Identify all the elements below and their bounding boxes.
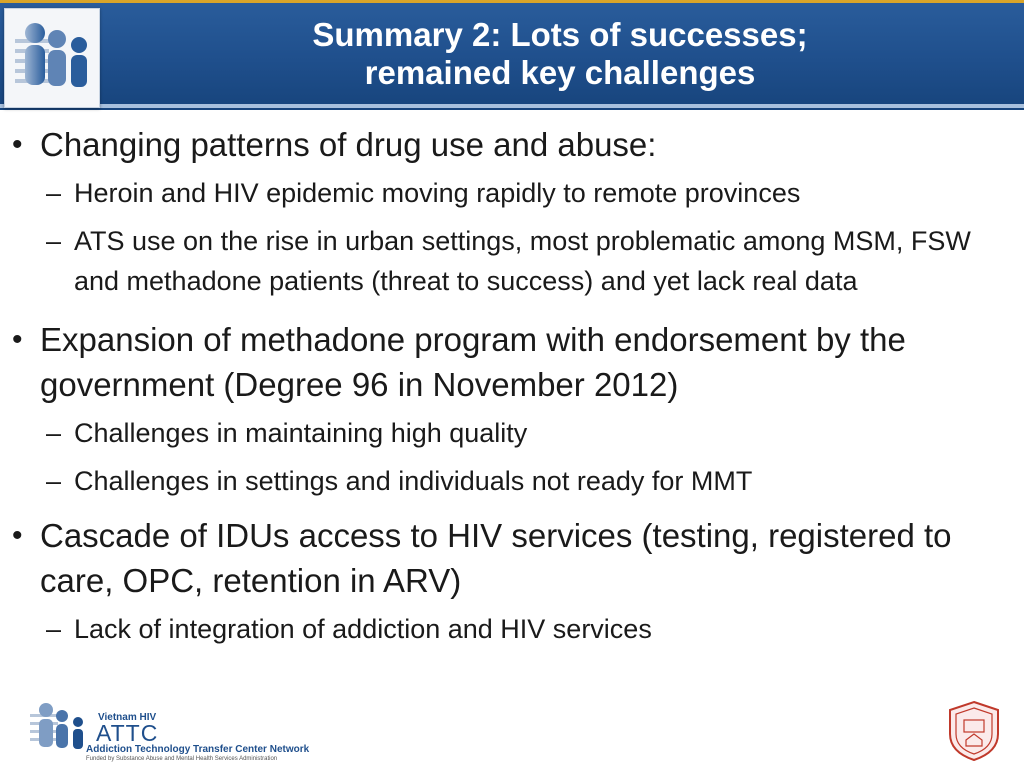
funding-note: Funded by Substance Abuse and Mental Health Services Administration <box>86 756 278 762</box>
sub-bullet-item <box>0 173 1004 213</box>
network-name: Addiction Technology Transfer Center Network <box>86 744 310 755</box>
organization-logo <box>4 8 100 108</box>
sub-bullet-item <box>0 461 1004 501</box>
bullet-marker: • <box>12 323 23 356</box>
sub-bullet-text: Lack of integration of addiction and HIV services <box>74 614 652 644</box>
bullet-marker: • <box>12 128 23 161</box>
sub-bullet-text: Heroin and HIV epidemic moving rapidly to remote provinces <box>74 178 801 208</box>
sub-bullet-item <box>0 221 1004 301</box>
university-seal-icon <box>946 700 1002 762</box>
attc-logo-text: ATTC <box>96 720 159 746</box>
bullet-text: Expansion of methadone program with endorsement by the government (Degree 96 in November 2012) <box>40 321 906 403</box>
bullet-list <box>0 118 1024 649</box>
title-line-1: Summary 2: Lots of successes; <box>312 16 808 53</box>
footer-region-label: Vietnam HIV <box>98 712 157 723</box>
title-line-2: remained key challenges <box>364 54 756 91</box>
bullet-item <box>0 513 1004 603</box>
sub-bullet-text: Challenges in maintaining high quality <box>74 418 528 448</box>
bullet-text: Changing patterns of drug use and abuse: <box>40 126 657 163</box>
sub-bullet-text: Challenges in settings and individuals not ready for MMT <box>74 466 753 496</box>
slide-title <box>110 16 1010 92</box>
bullet-text: Cascade of IDUs access to HIV services (testing, registered to care, OPC, retention in ARV) <box>40 517 952 599</box>
dash-marker: – <box>46 418 62 448</box>
people-logo-icon <box>5 9 99 107</box>
dash-marker: – <box>46 614 62 644</box>
dash-marker: – <box>46 226 62 256</box>
sub-bullet-text: ATS use on the rise in urban settings, most problematic among MSM, FSW and methadone patients (threat to success) and yet lack real data <box>74 226 971 296</box>
header-accent-stripe <box>0 0 1024 3</box>
bullet-item <box>0 122 1004 167</box>
dash-marker: – <box>46 178 62 208</box>
sub-bullet-item <box>0 609 1004 649</box>
dash-marker: – <box>46 466 62 496</box>
sub-bullet-item <box>0 413 1004 453</box>
bullet-marker: • <box>12 519 23 552</box>
bullet-item <box>0 317 1004 407</box>
header-bottom-rule <box>0 104 1024 108</box>
